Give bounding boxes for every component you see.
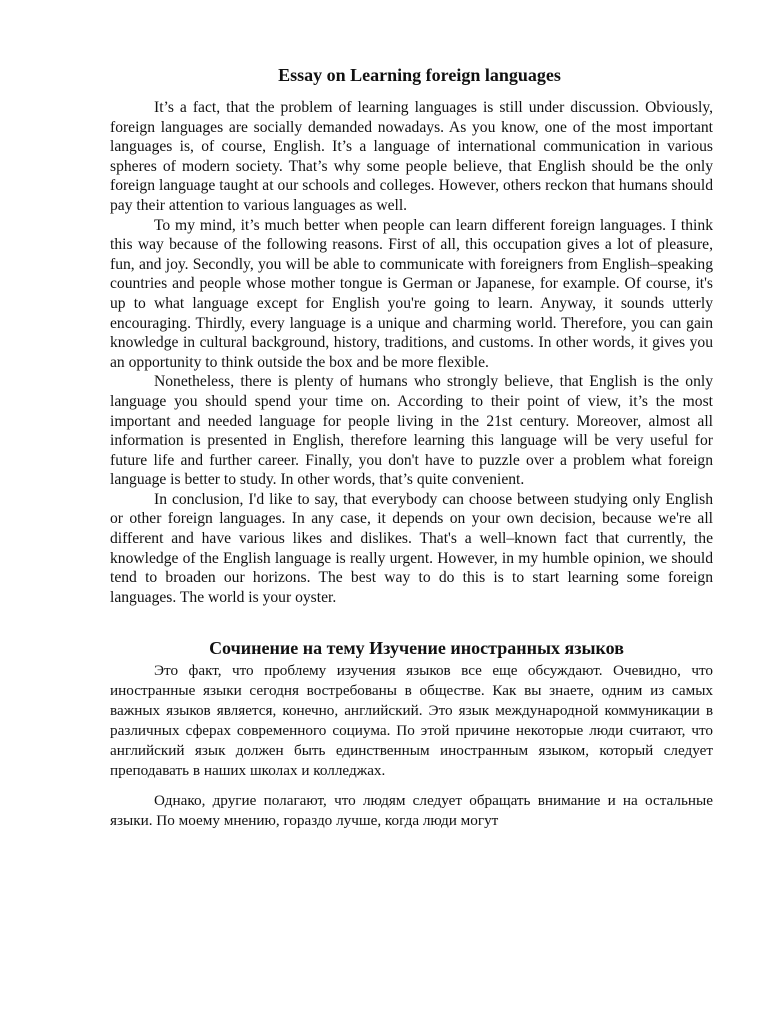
essay-paragraph-3: Nonetheless, there is plenty of humans who strongly believe, that English is the only language you should spend your time on. According to their point of view, it’s the most important and needed language for people living in the 21st century. Moreover, almost all information is presented in English, therefore learning this language will be very useful for future life and further career. Finally, you don't have to puzzle over a problem what foreign language is better to study. In other words, that’s quite convenient.	[110, 373, 713, 489]
essay-paragraph-4: In conclusion, I'd like to say, that everybody can choose between studying only English or other foreign languages. In any case, it depends on your own decision, because we're all different and have various likes and dislikes. That's a well–known fact that currently, the knowledge of the English language is really urgent. However, in my humble opinion, we should tend to broaden our horizons. The best way to do this is to start learning some foreign languages. The world is your oyster.	[110, 490, 713, 606]
essay-paragraph-2: To my mind, it’s much better when people can learn different foreign languages. I think this way because of the following reasons. First of all, this occupation gives a lot of pleasure, fun, and joy. Secondly, you will be able to communicate with foreigners from English–speaking countries and people whose mother tongue is German or Japanese, for example. Of course, it's up to what language except for English you're going to learn. Anyway, it sounds utterly encouraging. Thirdly, every language is a unique and charming world. Therefore, you can gain knowledge in cultural background, history, traditions, and customs. In other words, it gives you an opportunity to think outside the box and be more flexible.	[110, 216, 713, 371]
essay-ru-paragraph-1: Это факт, что проблему изучения языков все еще обсуждают. Очевидно, что иностранные языки сегодня востребованы в обществе. Как вы знаете, одним из самых важных языков является, конечно, английский. Это язык международной коммуникации в различных сферах современного социума. По этой причине некоторые люди считают, что английский язык должен быть единственным иностранным языком, который следует преподавать в наших школах и колледжах.	[110, 662, 713, 780]
essay-title-ru: Сочинение на тему Изучение иностранных языков	[209, 638, 624, 659]
essay-ru-paragraph-2: Однако, другие полагают, что людям следует обращать внимание и на остальные языки. По моему мнению, гораздо лучше, когда люди могут	[110, 792, 713, 830]
essay-title-en: Essay on Learning foreign languages	[278, 65, 561, 85]
document-page	[110, 64, 713, 831]
essay-paragraph-1: It’s a fact, that the problem of learning languages is still under discussion. Obviously, foreign languages are socially demanded nowadays. As you know, one of the most important languages is, of course, English. It’s a language of international communication in various spheres of modern society. That’s why some people believe, that English should be the only foreign language taught at our schools and colleges. However, others reckon that humans should pay their attention to various languages as well.	[110, 99, 713, 214]
paragraph-gap	[110, 781, 713, 791]
